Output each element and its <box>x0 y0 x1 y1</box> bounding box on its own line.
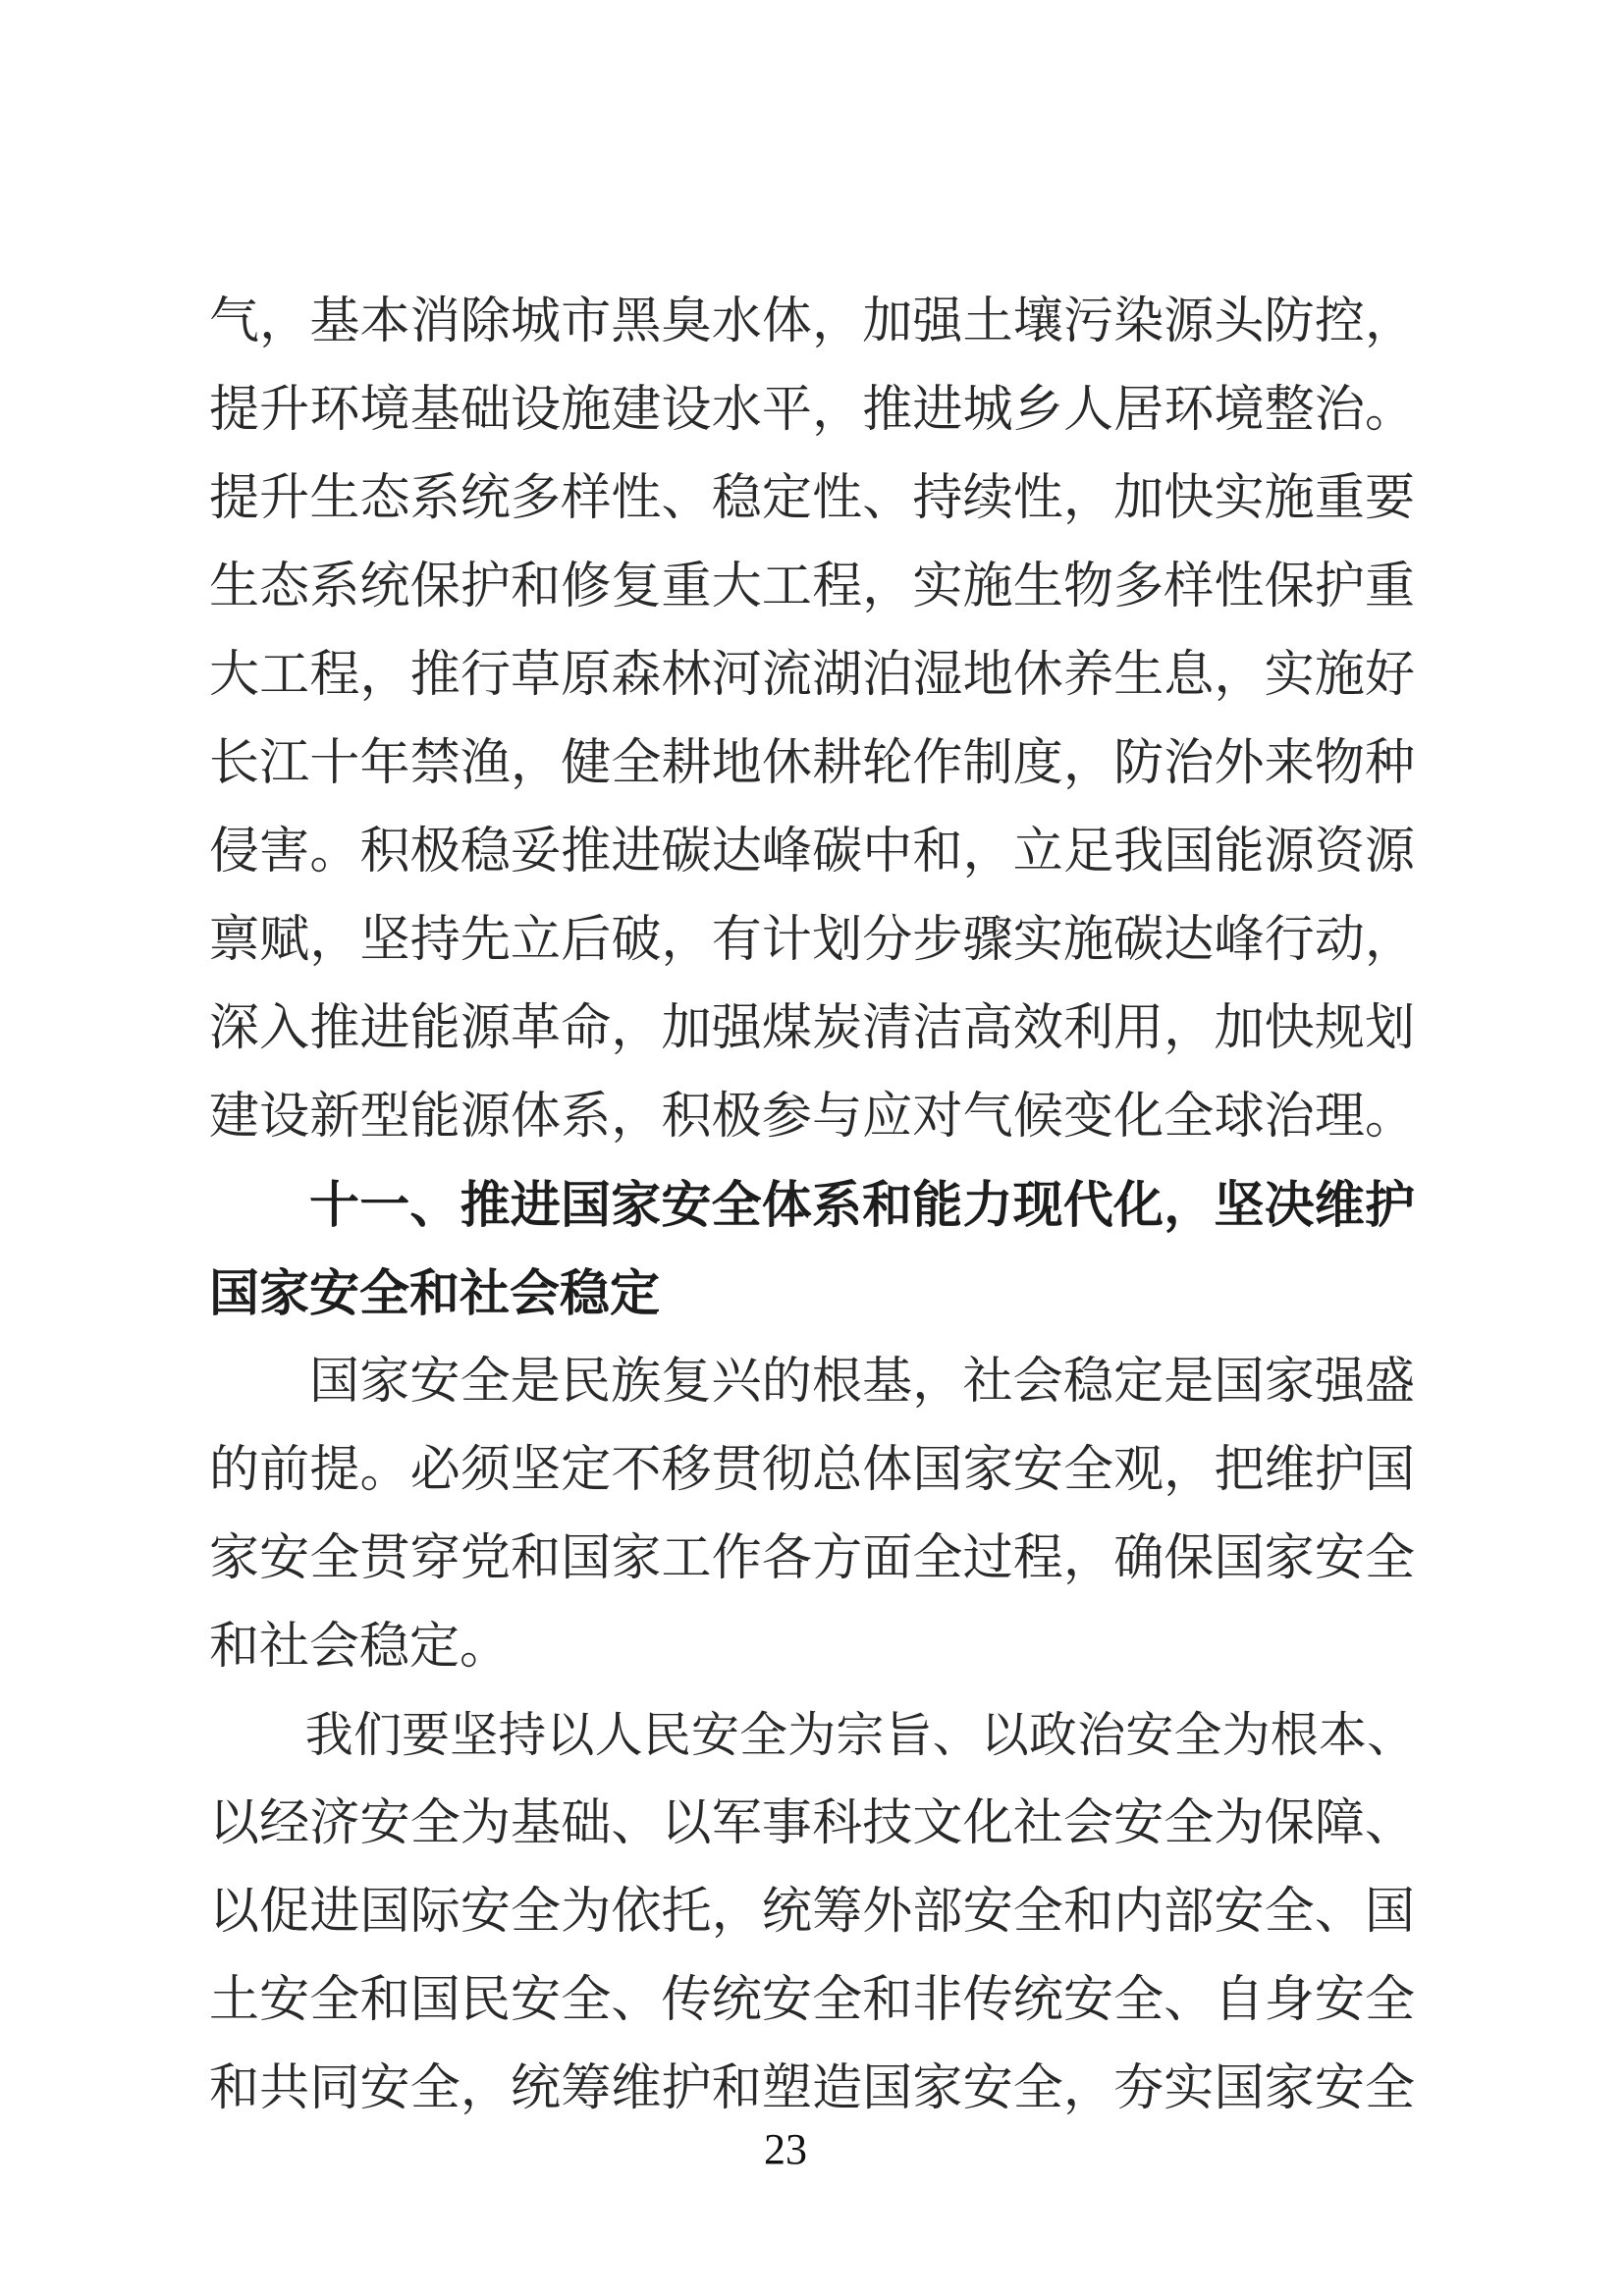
text-line: 和共同安全，统筹维护和塑造国家安全，夯实国家安全 <box>209 2061 1415 2116</box>
text-line: 国家安全是民族复兴的根基，社会稳定是国家强盛 <box>309 1355 1415 1410</box>
text-line: 家安全贯穿党和国家工作各方面全过程，确保国家安全 <box>209 1531 1415 1586</box>
text-line: 提升生态系统多样性、稳定性、持续性，加快实施重要 <box>209 471 1415 526</box>
page-content <box>209 278 1415 2133</box>
text-line: 土安全和国民安全、传统安全和非传统安全、自身安全 <box>209 1973 1415 2028</box>
text-line: 大工程，推行草原森林河流湖泊湿地休养生息，实施好 <box>209 648 1415 703</box>
text-line: 的前提。必须坚定不移贯彻总体国家安全观，把维护国 <box>209 1443 1415 1498</box>
text-line: 侵害。积极稳妥推进碳达峰碳中和，立足我国能源资源 <box>209 825 1415 880</box>
text-line: 我们要坚持以人民安全为宗旨、以政治安全为根本、 <box>304 1708 1415 1762</box>
text-line: 提升环境基础设施建设水平，推进城乡人居环境整治。 <box>209 383 1415 438</box>
text-line: 建设新型能源体系，积极参与应对气候变化全球治理。 <box>209 1090 1415 1145</box>
text-line: 禀赋，坚持先立后破，有计划分步骤实施碳达峰行动， <box>209 913 1415 968</box>
text-line: 生态系统保护和修复重大工程，实施生物多样性保护重 <box>209 560 1415 614</box>
text-line: 以经济安全为基础、以军事科技文化社会安全为保障、 <box>209 1796 1415 1851</box>
text-line: 和社会稳定。 <box>209 1620 511 1675</box>
page-number: 23 <box>764 2125 807 2173</box>
text-line: 深入推进能源革命，加强煤炭清洁高效利用，加快规划 <box>209 1001 1415 1056</box>
section-heading-line: 国家安全和社会稳定 <box>209 1265 661 1321</box>
text-line: 气，基本消除城市黑臭水体，加强土壤污染源头防控， <box>209 294 1415 349</box>
section-heading-line: 十一、推进国家安全体系和能力现代化，坚决维护 <box>309 1177 1415 1233</box>
text-line: 以促进国际安全为依托，统筹外部安全和内部安全、国 <box>209 1885 1415 1940</box>
text-line: 长江十年禁渔，健全耕地休耕轮作制度，防治外来物种 <box>209 736 1415 791</box>
